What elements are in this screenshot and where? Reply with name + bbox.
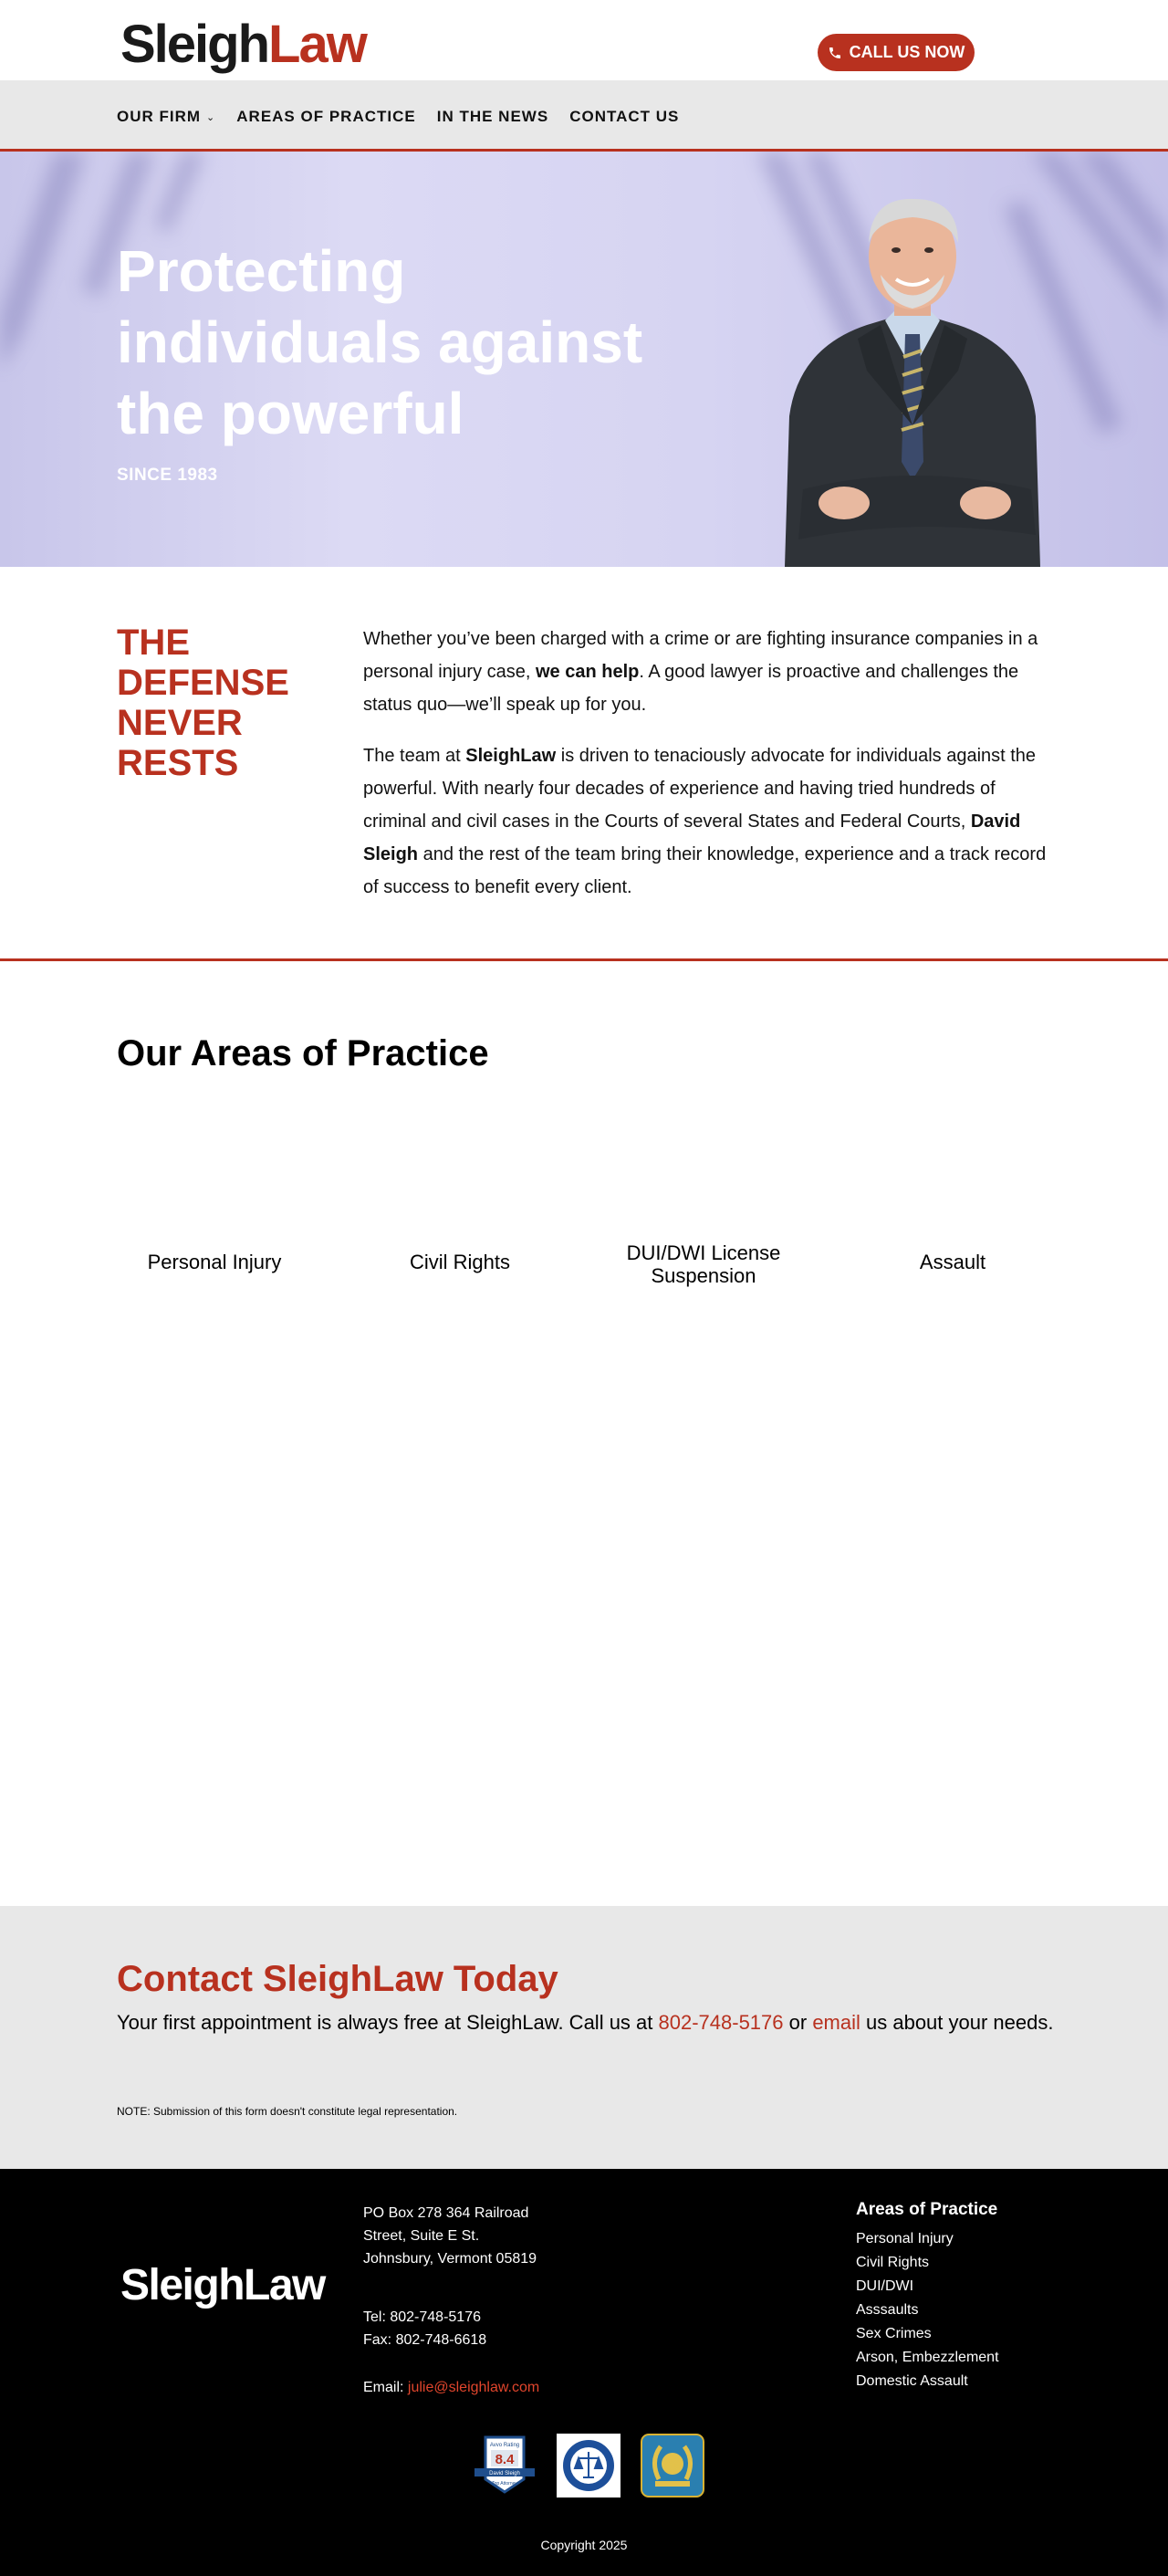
nav-item-areas-of-practice[interactable]	[236, 108, 415, 126]
site-header	[0, 0, 1168, 80]
avvo-rating-badge[interactable]	[473, 2434, 537, 2497]
section-divider	[0, 958, 1168, 961]
phone-icon	[828, 46, 842, 60]
contact-text	[117, 2006, 1057, 2039]
footer-area-link[interactable]: DUI/DWI	[856, 2278, 914, 2294]
call-us-now-label: CALL US NOW	[849, 43, 965, 61]
nav-item-our-firm[interactable]	[117, 108, 215, 126]
practice-card-civil-rights[interactable]: Civil Rights	[409, 1251, 511, 1273]
chevron-down-icon: ⌄	[206, 111, 216, 123]
nav-item-label: AREAS OF PRACTICE	[236, 108, 416, 125]
footer-address: PO Box 278 364 Railroad Street, Suite E St. Johnsbury, Vermont 05819	[363, 2205, 537, 2267]
practice-card-assault[interactable]: Assault	[919, 1251, 986, 1273]
footer-fax: Fax: 802-748-6618	[363, 2332, 487, 2348]
contact-phone-link[interactable]: 802-748-5176	[658, 2011, 784, 2034]
attorney-portrait	[766, 188, 1058, 567]
footer-area-link[interactable]: Domestic Assault	[856, 2373, 968, 2389]
nav-item-label: IN THE NEWS	[436, 108, 549, 125]
intro-text-span: Whether you’ve been charged with a crime or are fighting insurance companies in a personal injury case,	[363, 629, 1038, 682]
contact-note: NOTE: Submission of this form doesn't constitute legal representation.	[117, 2105, 458, 2118]
avvo-badge-name: David Sleigh	[489, 2471, 520, 2477]
intro-text-span: is driven to tenaciously advocate for individuals against the powerful. With nearly four decades of experience and having tried hundreds of criminal and civil cases in the Courts of several States and Federal Courts,	[363, 746, 1037, 832]
copyright-text: Copyright 2025	[540, 2538, 628, 2552]
intro-bold-span: SleighLaw	[465, 746, 557, 766]
footer-areas-title: Areas of Practice	[856, 2200, 998, 2219]
footer-areas-of-practice	[856, 2200, 999, 2393]
practice-section-title: Our Areas of Practice	[117, 1033, 489, 1073]
practice-card-personal-injury[interactable]: Personal Injury	[147, 1251, 282, 1273]
practice-card-dui-dwi[interactable]: DUI/DWI License Suspension	[626, 1241, 781, 1287]
intro-paragraph-2	[363, 739, 1057, 904]
intro-bold-span: David Sleigh	[363, 812, 1021, 864]
footer-email-block	[363, 2380, 539, 2396]
avvo-badge-brand: Avvo Rating	[489, 2443, 520, 2448]
avvo-badge-score: 8.4	[495, 2452, 515, 2467]
nav-item-label: OUR FIRM	[117, 108, 202, 125]
intro-paragraph-1	[363, 623, 1057, 721]
avvo-badge-label: Top Attorney	[492, 2481, 517, 2487]
logo-text-sleigh: Sleigh	[120, 15, 269, 74]
nav-item-label: CONTACT US	[569, 108, 680, 125]
hero-title: Protecting individuals against the powerful	[117, 238, 643, 446]
footer-email-link[interactable]: julie@sleighlaw.com	[407, 2380, 540, 2395]
nav-item-contact-us[interactable]	[569, 108, 679, 126]
nav-item-in-the-news[interactable]	[437, 108, 548, 126]
call-us-now-button[interactable]	[818, 34, 975, 71]
contact-text-span: or	[783, 2011, 813, 2034]
intro-text	[363, 623, 1057, 922]
footer-area-link[interactable]: Arson, Embezzlement	[856, 2350, 999, 2365]
hero-banner	[0, 152, 1168, 567]
footer-badges	[473, 2434, 704, 2497]
footer-areas-list	[856, 2227, 999, 2393]
footer-tel: Tel: 802-748-5176	[363, 2309, 481, 2325]
intro-text-span: . A good lawyer is proactive and challenges the status quo—we’ll speak up for you.	[363, 662, 1019, 715]
main-nav	[0, 80, 1168, 152]
site-footer	[0, 2169, 1168, 2576]
footer-area-link[interactable]: Personal Injury	[856, 2231, 954, 2246]
site-logo[interactable]	[120, 15, 366, 75]
footer-area-link[interactable]: Asssaults	[856, 2302, 919, 2318]
footer-email-label: Email:	[363, 2380, 408, 2395]
footer-phone-block	[363, 2306, 486, 2351]
footer-area-link[interactable]: Sex Crimes	[856, 2326, 932, 2341]
contact-title: Contact SleighLaw Today	[117, 1959, 558, 1999]
contact-section	[0, 1906, 1168, 2169]
footer-logo[interactable]: SleighLaw	[120, 2261, 325, 2309]
contact-text-span: us about your needs.	[860, 2011, 1054, 2034]
logo-text-law: Law	[268, 15, 366, 74]
legal-association-seal-badge[interactable]	[557, 2434, 620, 2497]
intro-text-span: The team at	[363, 746, 466, 766]
hero-since-label: SINCE 1983	[117, 466, 218, 485]
footer-area-link[interactable]: Civil Rights	[856, 2255, 930, 2270]
defense-never-rests-heading: THE DEFENSE NEVER RESTS	[117, 623, 289, 783]
intro-text-span: and the rest of the team bring their knowledge, experience and a track record of success to benefit every client.	[363, 844, 1047, 897]
contact-email-link[interactable]: email	[812, 2011, 860, 2034]
intro-bold-span: we can help	[535, 662, 640, 682]
contact-text-span: Your first appointment is always free at SleighLaw. Call us at	[117, 2011, 659, 2034]
laurel-award-badge[interactable]	[641, 2434, 704, 2497]
